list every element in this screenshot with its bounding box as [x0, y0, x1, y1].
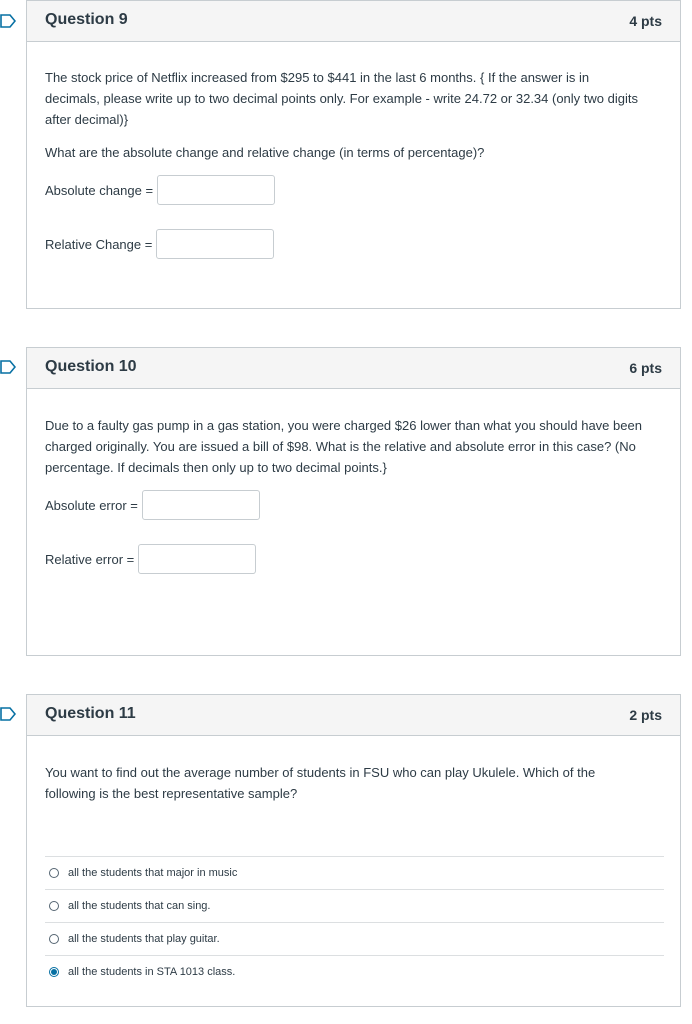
question-title: Question 10: [45, 358, 137, 375]
answer-label: all the students that major in music: [68, 867, 238, 879]
answer-label: all the students that play guitar.: [68, 933, 220, 945]
radio-button[interactable]: [49, 901, 59, 911]
answer-option[interactable]: [45, 955, 664, 988]
relative-error-input[interactable]: [138, 544, 256, 574]
absolute-error-row: [45, 488, 260, 522]
question-paragraph: The stock price of Netflix increased from $295 to $441 in the last 6 months. { If the answer is in decimals, please write up to two decimal points only. For example - write 24.72 or 32.34 (only two digits after decimal)}: [45, 70, 638, 127]
question-title: Question 9: [45, 11, 128, 28]
absolute-change-input[interactable]: [157, 175, 275, 205]
field-label: Absolute change =: [45, 182, 154, 198]
radio-button[interactable]: [49, 934, 59, 944]
relative-error-row: [45, 542, 256, 576]
question-points: 4 pts: [629, 13, 662, 29]
question-paragraph: You want to find out the average number of students in FSU who can play Ukulele. Which of the following is the best representative sample?: [45, 765, 596, 801]
question-title: Question 11: [45, 705, 136, 722]
question-header: [27, 348, 680, 389]
question-header: [27, 1, 680, 42]
flag-question-icon[interactable]: [0, 360, 16, 374]
answer-option[interactable]: [45, 889, 664, 922]
flag-question-icon[interactable]: [0, 707, 16, 721]
question-points: 6 pts: [629, 360, 662, 376]
field-label: Absolute error =: [45, 497, 138, 513]
question-header: [27, 695, 680, 736]
radio-button[interactable]: [49, 868, 59, 878]
answer-option[interactable]: [45, 922, 664, 955]
answer-list: [45, 856, 664, 988]
absolute-error-input[interactable]: [142, 490, 260, 520]
question-text: [45, 415, 645, 478]
field-label: Relative Change =: [45, 236, 153, 252]
answer-label: all the students that can sing.: [68, 900, 211, 912]
flag-question-icon[interactable]: [0, 14, 16, 28]
radio-button[interactable]: [49, 967, 59, 977]
question-paragraph: Due to a faulty gas pump in a gas station, you were charged $26 lower than what you should have been charged originally. You are issued a bill of $98. What is the relative and absolute error in this case? (No percentage. If decimals then only up to two decimal points.}: [45, 418, 642, 475]
question-text: [45, 762, 635, 804]
question-9: [26, 0, 681, 309]
answer-option[interactable]: [45, 856, 664, 889]
question-10: [26, 347, 681, 656]
question-paragraph: What are the absolute change and relative change (in terms of percentage)?: [45, 145, 485, 160]
question-points: 2 pts: [629, 707, 662, 723]
relative-change-input[interactable]: [156, 229, 274, 259]
field-label: Relative error =: [45, 551, 135, 567]
answer-label: all the students in STA 1013 class.: [68, 966, 236, 978]
relative-change-row: [45, 227, 274, 261]
absolute-change-row: [45, 173, 275, 207]
question-text: [45, 67, 645, 163]
question-11: [26, 694, 681, 1007]
